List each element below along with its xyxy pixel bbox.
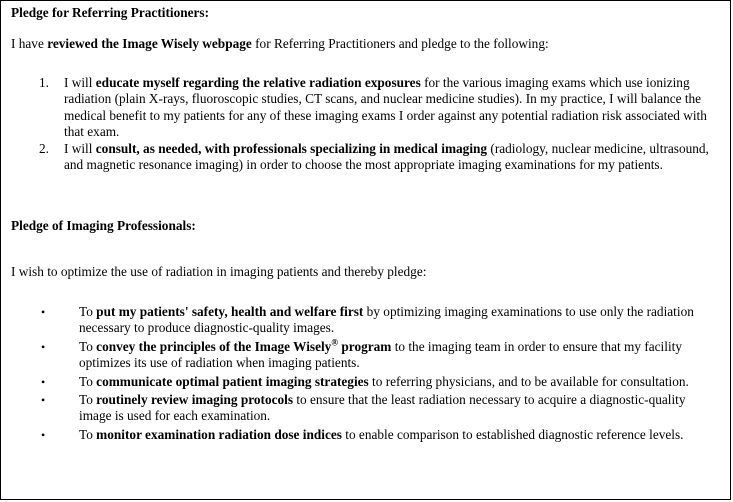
text-run: to the imaging team in order to ensure that my facility optimizes its use of radiation when imaging patients. [79, 338, 682, 371]
list-item [1, 141, 732, 174]
text-run: To [79, 338, 97, 354]
imaging-professionals-heading: Pledge of Imaging Professionals: [11, 218, 196, 233]
bold-text-run: convey the principles of the Image Wisely [96, 338, 332, 354]
text-run: to referring physicians, and to be available for consultation. [368, 373, 689, 389]
bold-text-run: reviewed the Image Wisely webpage [47, 36, 252, 51]
list-item [1, 339, 732, 372]
list-item-text [64, 75, 718, 141]
bold-text-run: put my patients' safety, health and welfare first [96, 304, 364, 319]
list-marker: 1. [39, 75, 49, 90]
list-item [1, 374, 732, 390]
referring-practitioners-intro [11, 36, 711, 52]
bold-text-run: ® [331, 337, 339, 348]
list-item [1, 427, 732, 443]
list-item-text [79, 304, 719, 337]
referring-practitioners-list [1, 75, 732, 173]
bold-text-run: consult, as needed, with professionals specializing in medical imaging [95, 140, 488, 156]
bold-text-run: monitor examination radiation dose indices [96, 426, 342, 442]
text-run: To [79, 373, 97, 389]
bold-text-run: program [338, 338, 392, 354]
imaging-professionals-intro [11, 264, 711, 280]
text-run: I will [64, 140, 96, 156]
text-run: to enable comparison to established diagnostic reference levels. [341, 426, 684, 442]
text-run: (radiology, nuclear medicine, ultrasound, and magnetic resonance imaging) in order to choose the most appropriate imaging examinations for my patients. [64, 140, 709, 173]
text-run: I have [11, 36, 48, 51]
text-run: for the various imaging exams which use ionizing radiation (plain X-rays, fluoroscopic studies, CT scans, and nuclear medicine studies). In my practice, I will balance the medical benefit to my patients for any of these imaging exams I order against any potential radiation risk associated with that exam. [64, 75, 707, 140]
list-item [1, 392, 732, 425]
text-run: I will [64, 75, 96, 90]
text-run: I wish to optimize the use of radiation in imaging patients and thereby pledge: [11, 264, 427, 279]
text-run: to ensure that the least radiation necessary to acquire a diagnostic-quality image is used for each examination. [79, 392, 686, 424]
text-run: To [79, 304, 97, 319]
list-item-text [79, 374, 719, 390]
list-item [1, 304, 732, 337]
list-marker: 2. [39, 140, 49, 156]
list-item-text [79, 339, 719, 372]
text-run: by optimizing imaging examinations to use only the radiation necessary to produce diagnostic-quality images. [79, 304, 694, 336]
text-run: To [79, 392, 97, 408]
list-item-text [64, 141, 718, 174]
referring-practitioners-heading: Pledge for Referring Practitioners: [11, 5, 210, 20]
bullet-icon: • [41, 393, 46, 408]
text-run: for Referring Practitioners and pledge to the following: [251, 36, 549, 51]
bold-text-run: routinely review imaging protocols [96, 392, 294, 408]
bullet-icon: • [41, 305, 46, 319]
bullet-icon: • [41, 427, 46, 442]
list-item [1, 75, 732, 141]
bold-text-run: educate myself regarding the relative radiation exposures [95, 75, 421, 90]
text-run: To [79, 426, 97, 442]
imaging-professionals-list [1, 304, 732, 443]
bullet-icon: • [41, 339, 46, 354]
list-item-text [79, 392, 719, 425]
bold-text-run: communicate optimal patient imaging strategies [96, 373, 369, 389]
list-item-text [79, 427, 719, 443]
bullet-icon: • [41, 374, 46, 389]
